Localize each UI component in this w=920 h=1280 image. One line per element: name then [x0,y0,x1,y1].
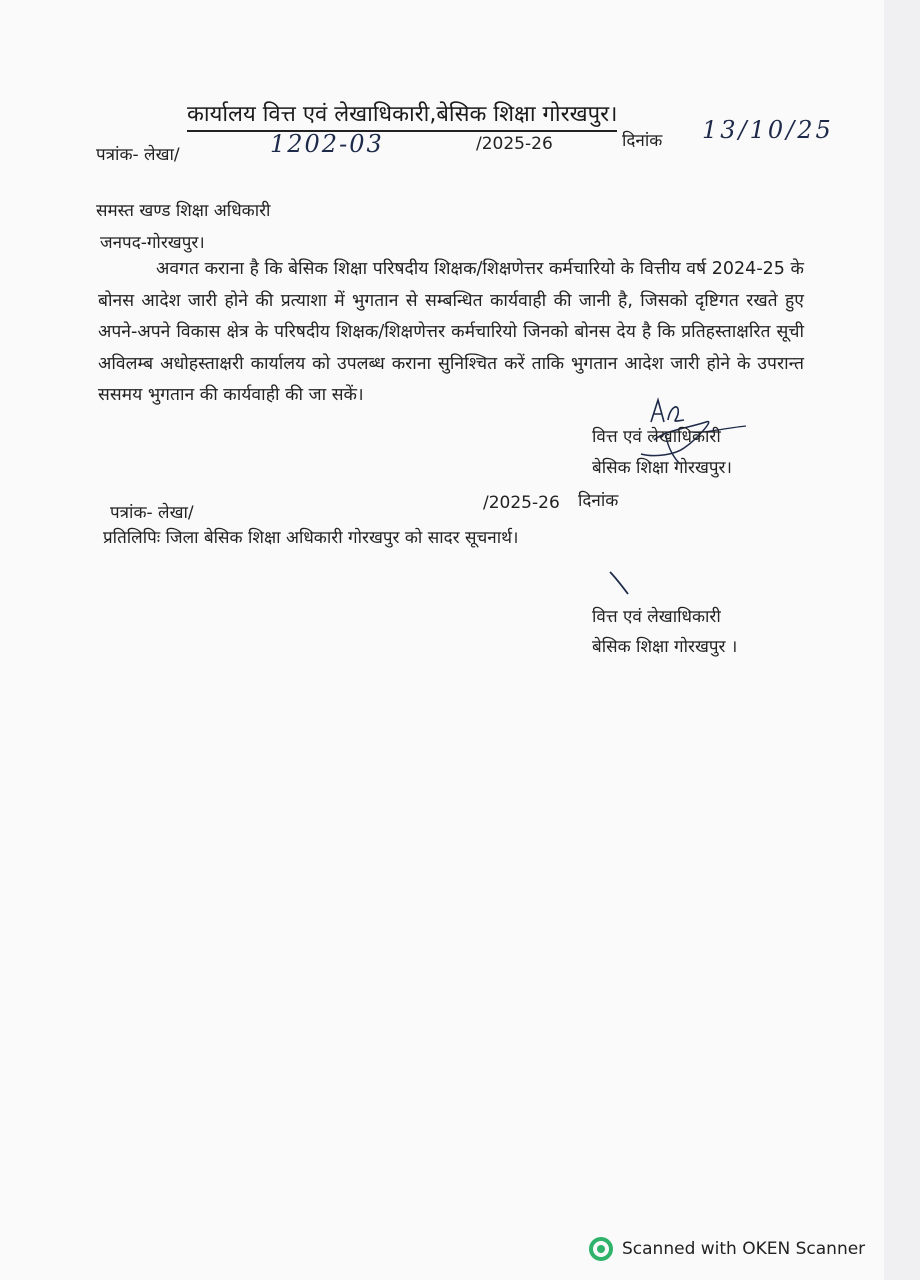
addressee-line-1: समस्त खण्ड शिक्षा अधिकारी [96,201,271,221]
copy-ref-label: पत्रांक- लेखा/ [110,503,194,523]
signatory-office-2: बेसिक शिक्षा गोरखपुर । [592,637,738,657]
ref-label: पत्रांक- लेखा/ [96,145,180,165]
addressee-line-2: जनपद-गोरखपुर। [100,233,205,253]
scanner-text: Scanned with OKEN Scanner [622,1239,866,1259]
handwritten-date: 13/10/25 [702,116,834,144]
signatory-title-2: वित्त एवं लेखाधिकारी [592,607,721,627]
scanner-watermark [588,1236,865,1262]
office-title: कार्यालय वित्त एवं लेखाधिकारी,बेसिक शिक्षा गोरखपुर। [187,98,617,132]
letter-body: अवगत कराना है कि बेसिक शिक्षा परिषदीय शिक्षक/शिक्षणेत्तर कर्मचारियो के वित्तीय वर्ष 2024-25 के बोनस आदेश जारी होने की प्रत्याशा में भुगतान से सम्बन्धित कार्यवाही की जानी है, जिसको दृष्टिगत रखते हुए अपने-अपने विकास क्षेत्र के परिषदीय शिक्षक/शिक्षणेत्तर कर्मचारियो जिनको बोनस देय है कि प्रतिहस्ताक्षरित सूची अविलम्ब अधोहस्ताक्षरी कार्यालय को उपलब्ध कराना सुनिश्चित करें ताकि भुगतान आदेश जारी होने के उपरान्त ससमय भुगतान की कार्यवाही की जा सकें। [98,259,804,405]
copy-ref-year: /2025-26 [483,493,560,513]
oken-scanner-logo-icon [588,1236,614,1262]
copy-text: प्रतिलिपिः जिला बेसिक शिक्षा अधिकारी गोरखपुर को सादर सूचनार्थ। [103,528,519,548]
signatory-title-1: वित्त एवं लेखाधिकारी [592,427,721,447]
date-label: दिनांक [622,131,663,151]
handwritten-ref-number: 1202-03 [270,130,384,158]
copy-date-label: दिनांक [578,491,619,511]
ref-year: /2025-26 [476,134,553,154]
side-margin [884,0,920,1280]
tick-mark [606,568,636,598]
signatory-office-1: बेसिक शिक्षा गोरखपुर। [592,458,732,478]
